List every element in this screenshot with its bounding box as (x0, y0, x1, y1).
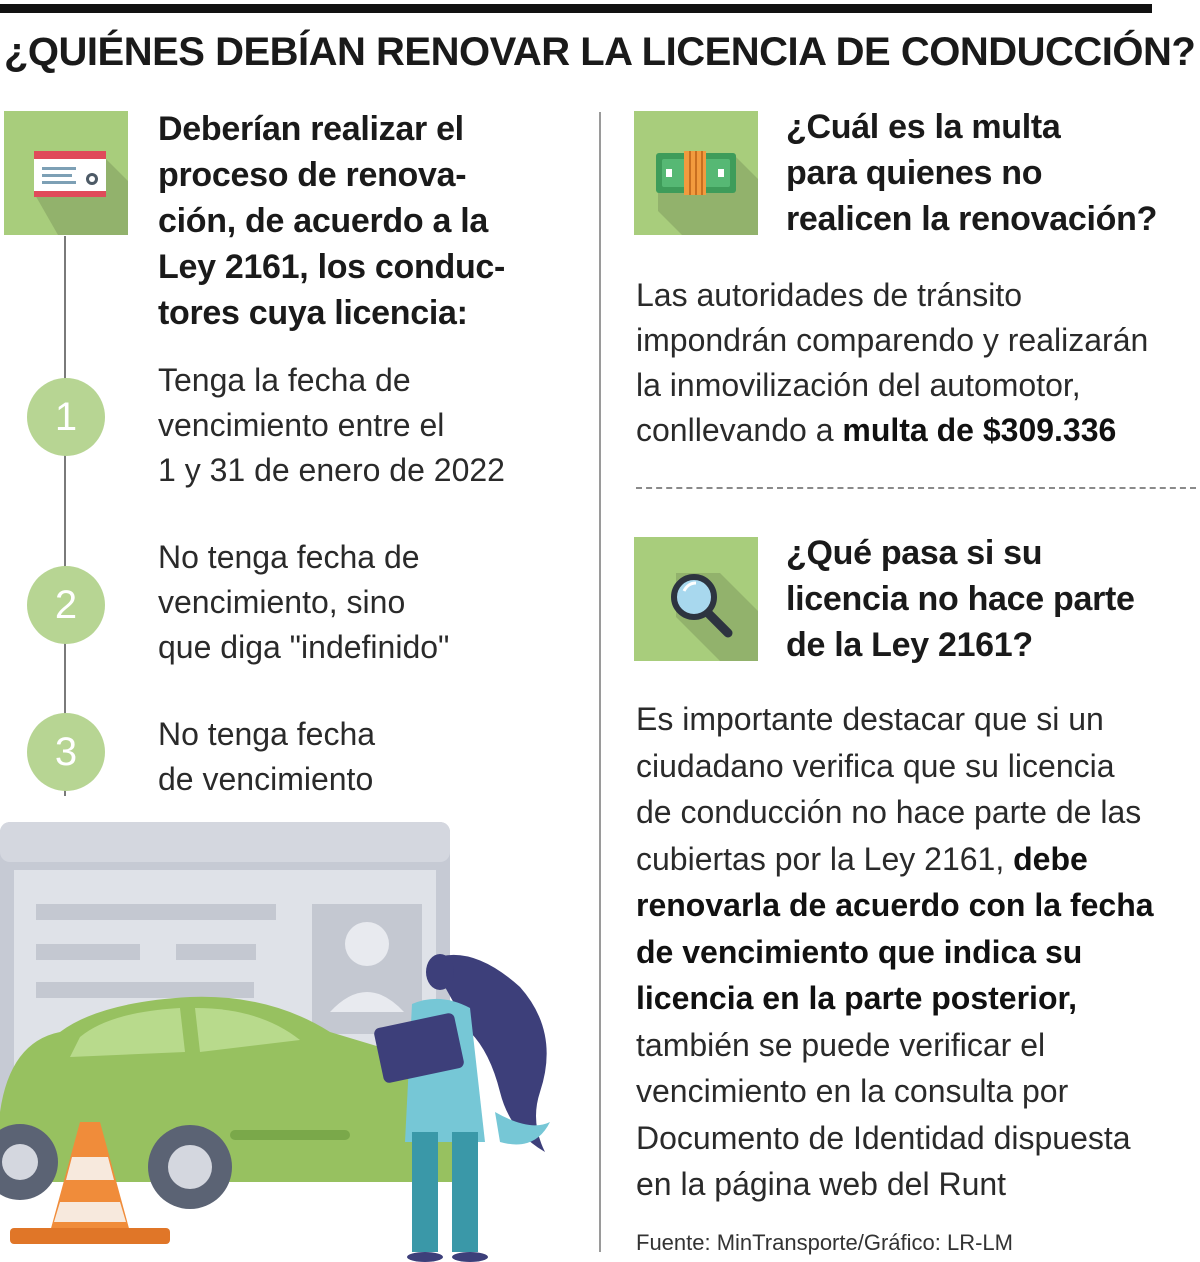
money-bill-icon (634, 111, 758, 235)
not-covered-body-line (636, 836, 1196, 883)
not-covered-body-line: Es importante destacar que si un (636, 701, 1104, 737)
not-covered-body-line: también se puede verificar el (636, 1026, 1046, 1063)
fine-heading (786, 104, 1186, 242)
step-number-1: 1 (27, 378, 105, 456)
step-text-1 (158, 358, 578, 493)
step-text-3 (158, 712, 578, 802)
not-covered-body-line: de conducción no hace parte de las (636, 794, 1142, 830)
fine-amount: multa de $309.336 (842, 412, 1117, 448)
not-covered-body-prefix: cubiertas por la Ley 2161, (636, 840, 1014, 877)
left-heading-line: tores cuya licencia: (158, 294, 468, 332)
not-covered-body-line: Documento de Identidad dispuesta (636, 1119, 1131, 1156)
left-heading-line: proceso de renova- (158, 156, 467, 194)
step-number-3: 3 (27, 713, 105, 791)
step-text-line: vencimiento, sino (158, 584, 406, 620)
fine-body (636, 273, 1196, 453)
not-covered-body-line (636, 975, 1196, 1022)
left-heading-line: Deberían realizar el (158, 110, 464, 148)
not-covered-heading-line: licencia no hace parte (786, 580, 1135, 618)
not-covered-heading (786, 530, 1196, 668)
left-heading-line: Ley 2161, los conduc- (158, 248, 506, 286)
step-text-line: que diga "indefinido" (158, 629, 450, 665)
fine-body-line: impondrán comparendo y realizarán (636, 322, 1149, 358)
step-text-line: No tenga fecha de (158, 539, 420, 575)
step-number-2: 2 (27, 566, 105, 644)
not-covered-body-line: ciudadano verifica que su licencia (636, 747, 1115, 784)
step-text-line: Tenga la fecha de (158, 362, 411, 398)
column-divider (599, 112, 601, 1252)
step-text-line: 1 y 31 de enero de 2022 (158, 452, 505, 488)
step-text-line: de vencimiento (158, 761, 374, 797)
fine-body-line (636, 408, 1196, 453)
not-covered-body (636, 696, 1196, 1208)
not-covered-body-bold: debe (1013, 840, 1088, 877)
step-text-line: No tenga fecha (158, 716, 376, 752)
not-covered-body-bold: renovarla de acuerdo con la fecha (636, 887, 1154, 923)
section-divider (636, 487, 1196, 489)
license-card-icon (4, 111, 128, 235)
not-covered-heading-line: ¿Qué pasa si su (786, 534, 1043, 572)
top-rule (0, 4, 1152, 13)
step-text-line: vencimiento entre el (158, 407, 445, 443)
left-heading (158, 106, 588, 336)
fine-body-line: la inmovilización del automotor, (636, 367, 1081, 403)
timeline-line (64, 236, 66, 796)
fine-heading-line: para quienes no (786, 154, 1043, 192)
not-covered-body-line: vencimiento en la consulta por (636, 1073, 1069, 1109)
not-covered-body-line (636, 929, 1196, 976)
fine-heading-line: realicen la renovación? (786, 200, 1158, 238)
page-title: ¿QUIÉNES DEBÍAN RENOVAR LA LICENCIA DE CONDUCCIÓN? (4, 30, 1196, 74)
not-covered-body-bold: licencia en la parte posterior, (636, 980, 1078, 1016)
not-covered-body-bold: de vencimiento que indica su (636, 933, 1083, 970)
source-credit: Fuente: MinTransporte/Gráfico: LR-LM (636, 1230, 1013, 1255)
step-text-2 (158, 535, 578, 670)
not-covered-heading-line: de la Ley 2161? (786, 626, 1033, 664)
not-covered-body-line: en la página web del Runt (636, 1166, 1007, 1202)
fine-heading-line: ¿Cuál es la multa (786, 108, 1061, 146)
fine-body-line: Las autoridades de tránsito (636, 277, 1023, 313)
not-covered-body-line (636, 882, 1196, 929)
magnifier-icon (634, 537, 758, 661)
left-heading-line: ción, de acuerdo a la (158, 202, 489, 240)
fine-body-prefix: conllevando a (636, 412, 843, 448)
illustration-car-woman (0, 812, 580, 1262)
